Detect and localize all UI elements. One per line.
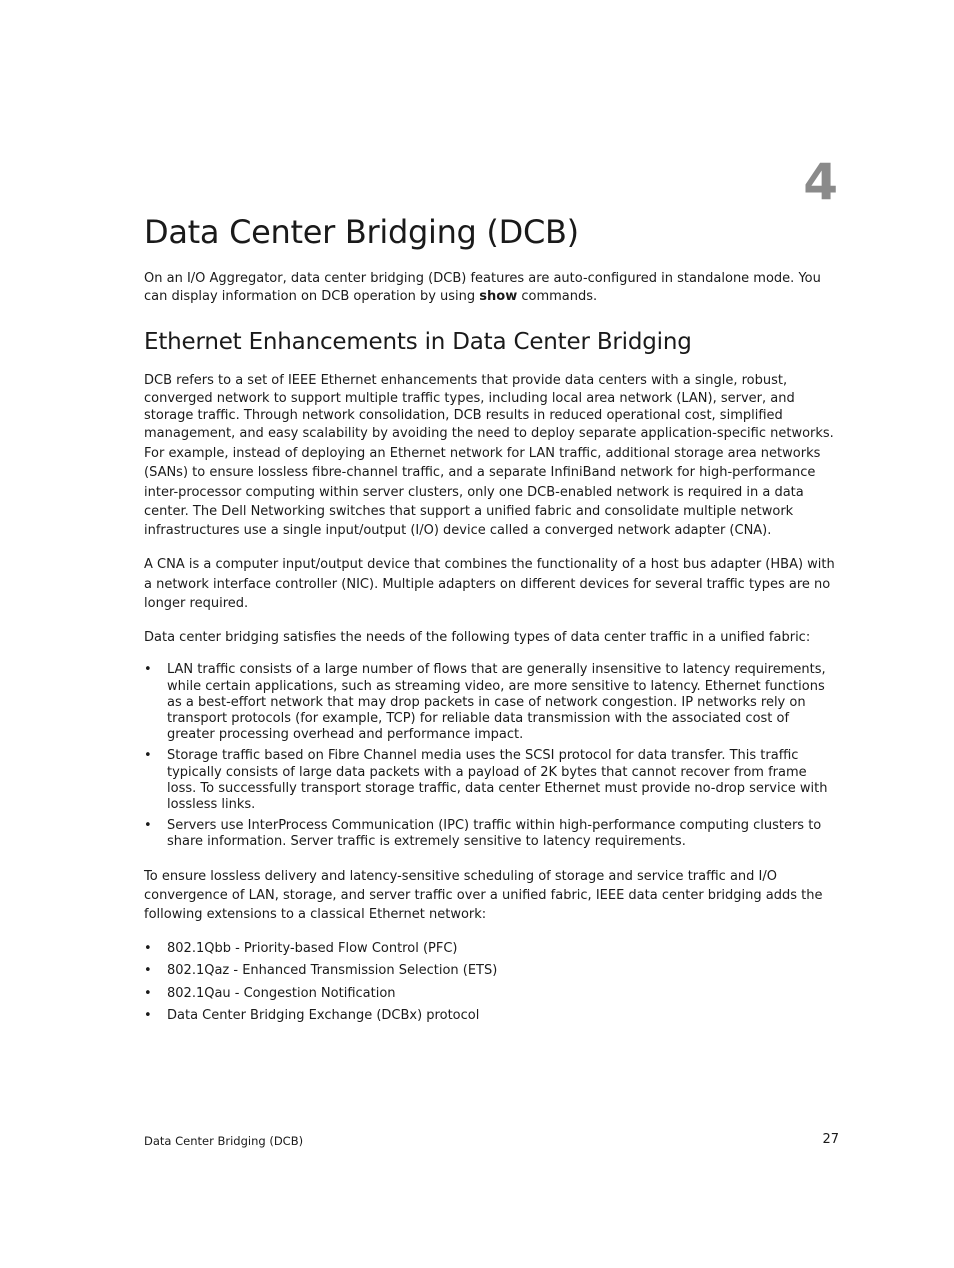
paragraph-traffic-intro: Data center bridging satisfies the needs of the following types of data center traffic in a unified fabric: (144, 630, 811, 646)
bullet-icon: • (144, 748, 152, 764)
traffic-types-list (144, 662, 840, 850)
list-item-text: Data Center Bridging Exchange (DCBx) protocol (167, 1008, 480, 1023)
bullet-icon: • (144, 985, 152, 1001)
bullet-icon: • (144, 940, 152, 956)
list-item (144, 748, 840, 813)
chapter-title: Data Center Bridging (DCB) (144, 213, 579, 251)
bullet-icon: • (144, 662, 152, 678)
chapter-number: 4 (803, 153, 838, 211)
list-item-text: LAN traffic consists of a large number of flows that are generally insensitive to latency requirements, while certain applications, such as streaming video, are more sensitive to latency. Ethernet functions as a best-effort network that may drop packets in case of network congestion. IP networks rely on transport protocols (for example, TCP) for reliable data transmission with the associated cost of greater processing overhead and performance impact. (167, 662, 826, 743)
list-item-text: 802.1Qaz - Enhanced Transmission Selection (ETS) (167, 963, 498, 978)
paragraph-extensions-intro: To ensure lossless delivery and latency-sensitive scheduling of storage and service traffic and I/O convergence of LAN, storage, and server traffic over a unified fabric, IEEE data center bridging adds the following extensions to a classical Ethernet network: (144, 868, 823, 923)
intro-command-show: show (479, 289, 518, 304)
list-item (144, 940, 840, 957)
list-item-text: 802.1Qau - Congestion Notification (167, 985, 396, 1001)
paragraph-example: For example, instead of deploying an Ethernet network for LAN traffic, additional storage area networks (SANs) to ensure lossless fibre-channel traffic, and a separate InfiniBand network for high-performance inter-processor computing within server clusters, only one DCB-enabled network is required in a data center. The Dell Networking switches that support a unified fabric and consolidate multiple network infrastructures use a single input/output (I/O) device called a converged network adapter (CNA). (144, 446, 821, 539)
intro-text-after: commands. (517, 289, 598, 304)
footer-page-number: 27 (822, 1132, 839, 1147)
intro-paragraph (144, 270, 840, 306)
list-item (144, 662, 840, 743)
paragraph-dcb-definition: DCB refers to a set of IEEE Ethernet enhancements that provide data centers with a single, robust, converged network to support multiple traffic types, including local area network (LAN), server, and storage traffic. Through network consolidation, DCB results in reduced operational cost, simplified management, and easy scalability by avoiding the need to deploy separate application-specific networks. (144, 373, 834, 441)
list-item-text: Storage traffic based on Fibre Channel media uses the SCSI protocol for data transfer. This traffic typically consists of large data packets with a payload of 2K bytes that cannot recover from frame loss. To successfully transport storage traffic, data center Ethernet must provide no-drop service with lossless links. (167, 748, 828, 812)
bullet-icon: • (144, 1008, 152, 1023)
list-item (144, 962, 840, 979)
paragraph-cna: A CNA is a computer input/output device that combines the functionality of a host bus adapter (HBA) with a network interface controller (NIC). Multiple adapters on different devices for several traffic types are no longer required. (144, 557, 835, 612)
section-title: Ethernet Enhancements in Data Center Bridging (144, 329, 692, 355)
section-body (144, 372, 840, 1040)
list-item (144, 985, 840, 1002)
bullet-icon: • (144, 963, 152, 978)
footer-chapter-title: Data Center Bridging (DCB) (144, 1134, 304, 1148)
bullet-icon: • (144, 818, 152, 834)
list-item-text: Servers use InterProcess Communication (IPC) traffic within high-performance computing clusters to share information. Server traffic is extremely sensitive to latency requirements. (167, 818, 822, 850)
intro-text-before: On an I/O Aggregator, data center bridging (DCB) features are auto-configured in standalone mode. You can display information on DCB operation by using (144, 271, 821, 304)
extensions-list (144, 940, 840, 1025)
list-item (144, 1007, 840, 1024)
list-item (144, 818, 840, 850)
list-item-text: 802.1Qbb - Priority-based Flow Control (PFC) (167, 940, 458, 956)
